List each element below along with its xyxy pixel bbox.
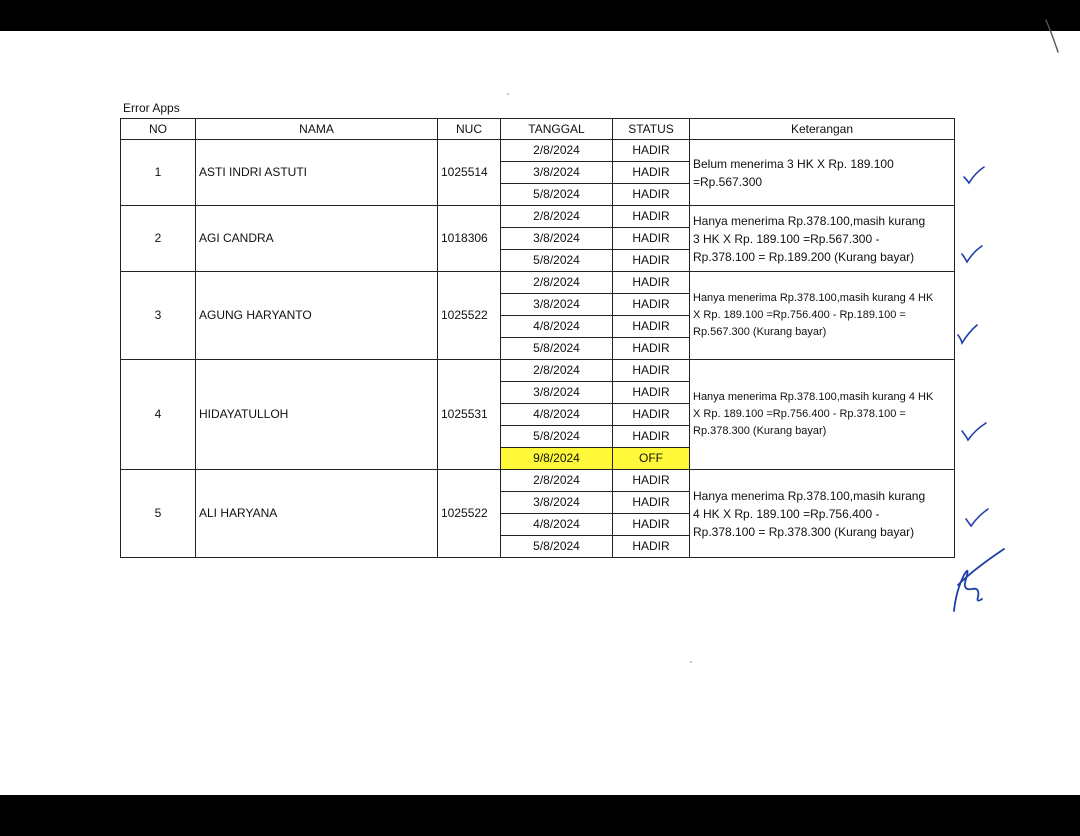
row-tanggal: 5/8/2024 (501, 536, 613, 558)
row-keterangan (690, 272, 955, 360)
row-nuc: 1025522 (438, 470, 501, 558)
row-tanggal: 3/8/2024 (501, 382, 613, 404)
row-tanggal: 4/8/2024 (501, 514, 613, 536)
row-status: HADIR (613, 162, 690, 184)
row-status: HADIR (613, 184, 690, 206)
row-status: HADIR (613, 536, 690, 558)
row-no: 1 (121, 140, 196, 206)
row-no: 4 (121, 360, 196, 470)
row-status: HADIR (613, 272, 690, 294)
keterangan-line: Hanya menerima Rp.378.100,masih kurang (693, 213, 926, 228)
keterangan-line: Rp.378.100 = Rp.189.200 (Kurang bayar) (693, 249, 915, 264)
row-nuc: 1018306 (438, 206, 501, 272)
header-no: NO (121, 119, 196, 140)
row-nuc: 1025522 (438, 272, 501, 360)
row-keterangan (690, 470, 955, 558)
keterangan-line: Rp.378.300 (Kurang bayar) (693, 425, 827, 437)
attendance-table (120, 118, 955, 558)
scan-speck (690, 661, 692, 663)
checkmark-icon (960, 244, 984, 264)
keterangan-line: 4 HK X Rp. 189.100 =Rp.756.400 - (693, 506, 880, 521)
row-nama: AGI CANDRA (196, 206, 438, 272)
row-status: HADIR (613, 206, 690, 228)
row-status: HADIR (613, 426, 690, 448)
row-tanggal: 2/8/2024 (501, 140, 613, 162)
table-row (121, 360, 955, 382)
keterangan-line: Hanya menerima Rp.378.100,masih kurang (693, 488, 926, 503)
header-nuc: NUC (438, 119, 501, 140)
keterangan-line: X Rp. 189.100 =Rp.756.400 - Rp.378.100 = (693, 408, 906, 420)
row-nuc: 1025531 (438, 360, 501, 470)
row-no: 2 (121, 206, 196, 272)
header-keterangan: Keterangan (690, 119, 955, 140)
checkmark-icon (960, 421, 988, 443)
table-row (121, 272, 955, 294)
table-header-row (121, 119, 955, 140)
row-status: HADIR (613, 382, 690, 404)
row-nama: ALI HARYANA (196, 470, 438, 558)
row-tanggal: 5/8/2024 (501, 184, 613, 206)
document-caption: Error Apps (123, 101, 180, 115)
header-tanggal: TANGGAL (501, 119, 613, 140)
row-tanggal: 2/8/2024 (501, 470, 613, 492)
row-status: HADIR (613, 404, 690, 426)
row-status: HADIR (613, 250, 690, 272)
row-status: HADIR (613, 492, 690, 514)
keterangan-line: =Rp.567.300 (693, 174, 763, 189)
keterangan-line: Hanya menerima Rp.378.100,masih kurang 4 HK (693, 292, 934, 304)
row-status: HADIR (613, 360, 690, 382)
row-no: 5 (121, 470, 196, 558)
pen-scratch (1044, 18, 1064, 63)
header-nama: NAMA (196, 119, 438, 140)
row-tanggal: 3/8/2024 (501, 162, 613, 184)
row-status: HADIR (613, 514, 690, 536)
header-status: STATUS (613, 119, 690, 140)
row-tanggal: 5/8/2024 (501, 426, 613, 448)
row-tanggal: 5/8/2024 (501, 338, 613, 360)
keterangan-line: Hanya menerima Rp.378.100,masih kurang 4 HK (693, 391, 934, 403)
row-nama: ASTI INDRI ASTUTI (196, 140, 438, 206)
row-status: HADIR (613, 228, 690, 250)
row-status: HADIR (613, 140, 690, 162)
keterangan-line: 3 HK X Rp. 189.100 =Rp.567.300 - (693, 231, 880, 246)
checkmark-icon (956, 323, 980, 345)
table-row (121, 470, 955, 492)
row-keterangan (690, 140, 955, 206)
checkmark-icon (964, 507, 990, 529)
row-tanggal: 2/8/2024 (501, 360, 613, 382)
row-status: HADIR (613, 294, 690, 316)
row-status: OFF (613, 448, 690, 470)
table-row (121, 206, 955, 228)
row-tanggal: 3/8/2024 (501, 228, 613, 250)
keterangan-line: Belum menerima 3 HK X Rp. 189.100 (693, 156, 894, 171)
table-row (121, 140, 955, 162)
row-tanggal: 3/8/2024 (501, 294, 613, 316)
row-status: HADIR (613, 470, 690, 492)
row-tanggal: 2/8/2024 (501, 272, 613, 294)
row-no: 3 (121, 272, 196, 360)
row-tanggal: 3/8/2024 (501, 492, 613, 514)
keterangan-line: Rp.567.300 (Kurang bayar) (693, 326, 827, 338)
row-tanggal: 9/8/2024 (501, 448, 613, 470)
row-tanggal: 4/8/2024 (501, 404, 613, 426)
keterangan-line: X Rp. 189.100 =Rp.756.400 - Rp.189.100 = (693, 309, 906, 321)
row-nuc: 1025514 (438, 140, 501, 206)
row-tanggal: 4/8/2024 (501, 316, 613, 338)
scanned-page (0, 31, 1080, 795)
row-status: HADIR (613, 338, 690, 360)
keterangan-line: Rp.378.100 = Rp.378.300 (Kurang bayar) (693, 524, 915, 539)
row-keterangan (690, 206, 955, 272)
row-tanggal: 5/8/2024 (501, 250, 613, 272)
row-nama: HIDAYATULLOH (196, 360, 438, 470)
row-nama: AGUNG HARYANTO (196, 272, 438, 360)
signature-icon (944, 545, 1008, 615)
scan-speck (507, 93, 509, 95)
table-body (121, 140, 955, 558)
row-tanggal: 2/8/2024 (501, 206, 613, 228)
checkmark-icon (962, 165, 986, 185)
row-keterangan (690, 360, 955, 470)
row-status: HADIR (613, 316, 690, 338)
